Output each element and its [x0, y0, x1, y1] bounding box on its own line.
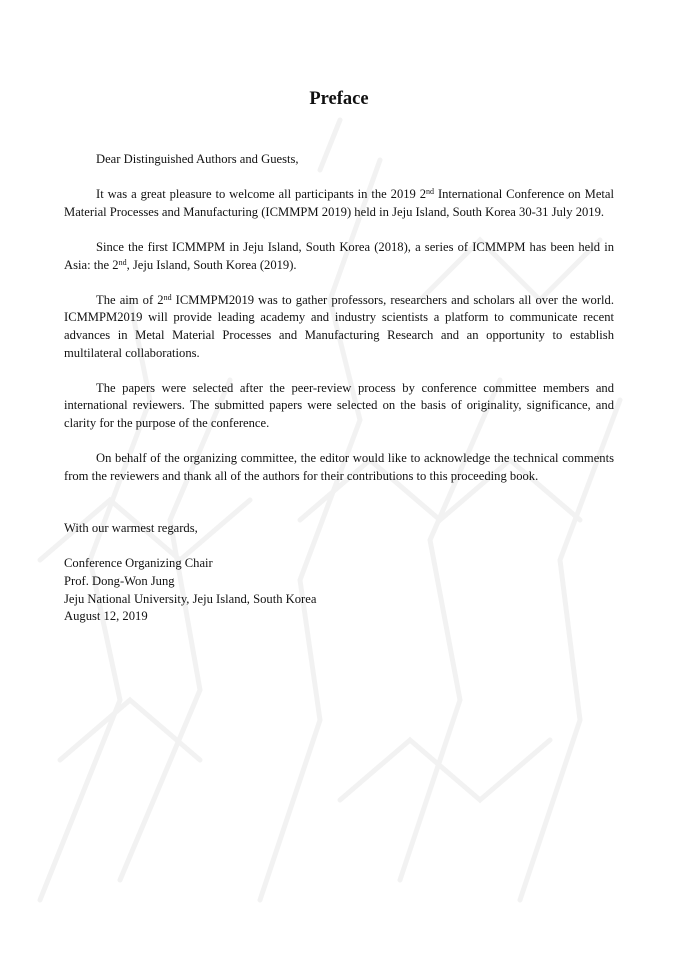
paragraph-5: On behalf of the organizing committee, the editor would like to acknowledge the technical comments from the reviewers and thank all of the authors for their contributions to this proceeding book. [64, 451, 614, 483]
salutation: Dear Distinguished Authors and Guests, [96, 152, 299, 166]
paragraph-2: Since the first ICMMPM in Jeju Island, South Korea (2018), a series of ICMMPM has been held in Asia: the 2nd, Jeju Island, South Korea (2019). [64, 239, 614, 272]
signature-block [64, 555, 614, 625]
signature-affiliation: Jeju National University, Jeju Island, South Korea [64, 591, 317, 606]
closing-line: With our warmest regards, [64, 521, 198, 536]
paragraph-4: The papers were selected after the peer-review process by conference committee members and international reviewers. The submitted papers were selected on the basis of originality, significance, and clarity for the purpose of the conference. [64, 380, 614, 430]
preface-body [64, 151, 614, 643]
signature-date: August 12, 2019 [64, 609, 148, 624]
signature-name: Prof. Dong-Won Jung [64, 574, 175, 589]
paragraph-3: The aim of 2nd ICMMPM2019 was to gather professors, researchers and scholars all over the world. ICMMPM2019 will provide leading academy and industry scientists a platform to communicate recent advances in Metal Material Processes and Manufacturing Research and an opportunity to establish multilateral collaborations. [64, 292, 614, 360]
signature-role: Conference Organizing Chair [64, 556, 213, 571]
paragraph-1: It was a great pleasure to welcome all participants in the 2019 2nd International Conference on Metal Material Processes and Manufacturing (ICMMPM 2019) held in Jeju Island, South Korea 30-31 July 2019. [64, 187, 614, 219]
page-title: Preface [309, 89, 369, 109]
